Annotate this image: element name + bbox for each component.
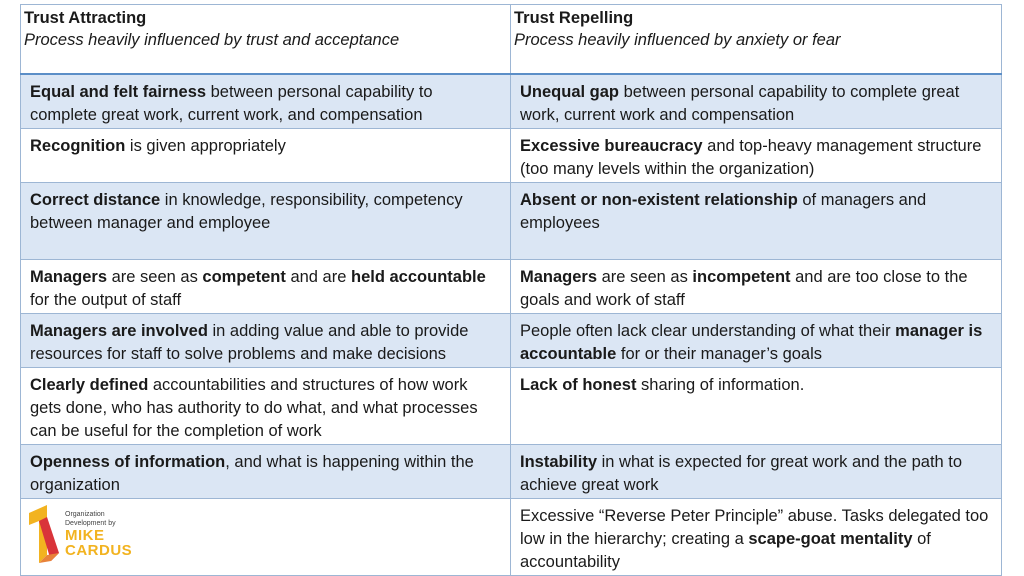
right-cell — [511, 129, 1002, 182]
bold-phrase: Excessive bureaucracy — [520, 137, 703, 155]
bold-phrase: Instability — [520, 453, 598, 471]
table-row — [20, 75, 1002, 129]
cell-text: accountabilities and structures of how work gets done, who has authority to do what, and what processes can be useful for the completion of work — [30, 376, 478, 440]
cell-text: Excessive “Reverse Peter Principle” abuse. Tasks delegated too low in the hierarchy; creating a — [520, 507, 989, 548]
logo-caption-line2: Development by — [65, 520, 116, 527]
cell-text: of managers and employees — [520, 191, 927, 232]
left-cell — [20, 129, 511, 182]
bold-phrase: Managers — [30, 268, 108, 286]
table-row — [20, 368, 1002, 445]
cell-text: in adding value and able to provide resources for staff to solve problems and make decisions — [30, 322, 469, 363]
bold-phrase: incompetent — [692, 268, 791, 286]
cell-text: between personal capability to complete great work, current work, and compensation — [30, 83, 433, 124]
bold-phrase: competent — [202, 268, 286, 286]
bold-phrase: Recognition — [30, 137, 126, 155]
cell-text: People often lack clear understanding of what their — [520, 322, 896, 340]
left-cell — [20, 260, 511, 313]
left-cell — [20, 368, 511, 444]
cell-text: and top-heavy management structure (too many levels within the organization) — [520, 137, 982, 178]
logo-caption — [65, 510, 116, 528]
bold-phrase: manager is accountable — [520, 322, 983, 363]
cell-text: , and what is happening within the organization — [30, 453, 474, 494]
bold-phrase: Clearly defined — [30, 376, 149, 394]
left-cell — [20, 183, 511, 259]
table-row — [20, 499, 1002, 576]
cell-text: and are — [285, 268, 351, 286]
logo-name — [65, 528, 132, 558]
header-cell-right — [511, 5, 1002, 73]
logo-cell — [20, 499, 511, 575]
cell-text: for the output of staff — [30, 291, 182, 309]
bold-phrase: Lack of honest — [520, 376, 637, 394]
table-header-row — [20, 4, 1002, 75]
organization-development-logo-icon — [27, 503, 63, 565]
cell-text: is given appropriately — [125, 137, 286, 155]
bold-phrase: scape-goat mentality — [748, 530, 913, 548]
cell-text: are seen as — [597, 268, 693, 286]
cell-text: are seen as — [107, 268, 203, 286]
left-cell — [20, 75, 511, 128]
cell-text: and are too close to the goals and work of staff — [520, 268, 968, 309]
logo-name-last: CARDUS — [65, 542, 133, 559]
header-cell-left — [20, 5, 511, 73]
bold-phrase: Openness of information — [30, 453, 226, 471]
bold-phrase: Managers are involved — [30, 322, 208, 340]
cell-text: for or their manager’s goals — [616, 345, 823, 363]
right-cell — [511, 314, 1002, 367]
right-cell — [511, 368, 1002, 444]
bold-phrase: Correct distance — [30, 191, 161, 209]
bold-phrase: Managers — [520, 268, 598, 286]
cell-text: in knowledge, responsibility, competency between manager and employee — [30, 191, 463, 232]
right-cell — [511, 183, 1002, 259]
right-column-title: Trust Repelling — [514, 9, 634, 27]
cell-text: in what is expected for great work and the path to achieve great work — [520, 453, 963, 494]
right-column-subtitle: Process heavily influenced by anxiety or fear — [514, 31, 841, 49]
bold-phrase: Unequal gap — [520, 83, 620, 101]
right-cell — [511, 75, 1002, 128]
bold-phrase: held accountable — [351, 268, 486, 286]
cell-text: of accountability — [520, 530, 931, 571]
left-column-subtitle: Process heavily influenced by trust and acceptance — [24, 31, 400, 49]
left-cell — [20, 314, 511, 367]
left-cell — [20, 445, 511, 498]
trust-comparison-table — [20, 4, 1002, 576]
cell-text: sharing of information. — [636, 376, 805, 394]
right-cell — [511, 445, 1002, 498]
table-row — [20, 314, 1002, 368]
right-cell — [511, 499, 1002, 575]
logo-caption-line1: Organization — [65, 511, 105, 518]
bold-phrase: Equal and felt fairness — [30, 83, 207, 101]
bold-phrase: Absent or non-existent relationship — [520, 191, 798, 209]
cell-text: between personal capability to complete great work, current work and compensation — [520, 83, 960, 124]
left-column-title: Trust Attracting — [24, 9, 147, 27]
table-row — [20, 129, 1002, 183]
table-row — [20, 183, 1002, 260]
table-row — [20, 445, 1002, 499]
logo-name-first: MIKE — [65, 527, 105, 544]
right-cell — [511, 260, 1002, 313]
table-row — [20, 260, 1002, 314]
